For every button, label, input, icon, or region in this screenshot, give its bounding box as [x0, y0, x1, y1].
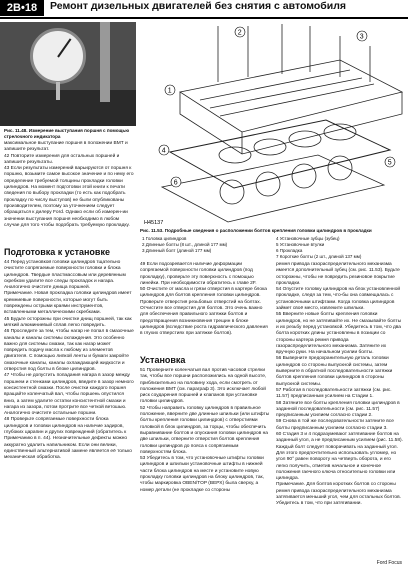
legend-left: 1 Головка цилиндров 2 Длинные болты (8 шт., длиной 177 мм) 3 Длинный болт (длиной 177 мм)	[142, 236, 228, 253]
col2-top-text: 49 Если подозревается наличие деформации сопрягаемой поверхности головки цилиндров (под прокладку), проверьте эту поверхность с помощью линейки. При необходимости обратитесь к главе 2F. 50 Очистите от масла и грязи отверстия в картере блока цилиндров для болтов крепления головки цилиндров. Проверьте отверстия резьбовых отверстий на болтах. Отчистите все отверстия для болтов. Это очень важно для обеспечения правильного затяжки болтов и предотвращения возникновения трещин в блоке цилиндров (вследствие роста гидравлического давления в глухих отверстиях при затяжке болтов).	[140, 262, 268, 337]
callout-2: 2	[237, 29, 242, 37]
header-rule	[0, 17, 408, 19]
col1-body-text: 44 Перед установкой головки цилиндров тщательно очистите сопрягаемые поверхности головки и блока цилиндров. Твердые пластмассовым или деревянным скребком удалите все следы прокладок и нагара. Аналогично очистите днища поршней. Примечание. Новая прокладка головки цилиндров имеет кремниевые поверхности, которые могут быть повреждены острыми краями инструментов, вставленными металлическими скребками. 45 Будьте осторожны при очистке днищ поршней, так как мягкий алюминиевый сплав легко повредить. 46 Проследите за тем, чтобы нагар не попал в смазочные каналы и каналы системы охлаждения. Это особенно важно для системы смазки, так как нагар может повредить подачу масла к любому из элементов двигателя. С помощью липкой ленты и бумаги закройте смазочные каналы, каналы охлаждающей жидкости и отверстия под болты в блоке цилиндров. 47 Чтобы не допустить попадания нагара в зазор между поршнем и стенками цилиндров, введите в зазор немного консистентной смазки. После очистки каждого поршня вращайте коленчатый вал, чтобы поршень опустился вниз, а затем удалите остатки консистентной смазки и нагара из зазора, потом протрите все четкой ветошью. Аналогично очистите остальные поршни. 48 Проверьте сопрягаемые поверхности блока цилиндров и головки цилиндров на наличие задиров, глубоких царапин и других повреждений (обратитесь к Примечанию в п. 44). Незначительные дефекты можно аккуратно удалить напильником. Если они велики, единственный альтернативой замене является её только механическая обработка.	[4, 260, 134, 461]
col3-text: ремня привода газораспределительного механизма имеется дополнительный зубец (см. рис. 11.53). Будьте осторожны, чтобы не повредить резиновое покрытие прокладки. 54 Опустите головку цилиндров на блок установленной прокладке, следя за тем, что-бы она совмещалась с установочными штифтами. Когда головка цилиндров займет своё место, извлеките шпильки. 55 Вверните новые болты крепления головки цилиндров, но не затягивайте их. Не смазывайте болты и их резьбу перед установкой. Убедитесь в том, что два болта коротких длины установлены в позиции со стороны картера ремня привода газораспределительного механизма. Затяните их вручную руки. На начальном усилии болты. 56 Выверните предохранительную деталь головки цилиндров со стороны выпускной системы, затем выверните в обратной последовательности затяжки болтов крепления головки цилиндров в стороны выпускной системы. 57 Работая в последовательности затяжки (см. рис. 11.57) предписанным усилием на Стадии 1. 58 Затяните все болты крепления головки цилиндров в заданной последовательности (см. рис. 11.57) предписанным усилием согласно стадии 2. 59 Снова в той же последовательности затяните все болты предписанным усилием согласно стадии 3. 60 Стадия 3 и 4 подразумевают затягивание болтов на заданный угол, а не предписанным усилием (рис. 11.58). Каждый болт следует поворачивать на заданный угол. Для этого предпочтительно использовать угломер, но угол 90° равен повороту на четверть оборота, и его легко получить, отметив начальное и конечное положения гаечного ключа относительно головки или цилиндра. Примечание. Для болтов коротких болтов со стороны ремня привода газораспределительного механизма затягивается меньший угол, чем для остальных болтов. Убедитесь в том, что при затягивании.	[276, 262, 403, 507]
page-number: 2B•18	[0, 0, 44, 16]
footer-model: Ford Focus	[376, 560, 402, 566]
col1-top-text: максимальное выступание поршня в положении ВМТ и запишите результат. 42 Повторите измерения для остальных поршней и запишите результаты. 43 Если результаты измерений варьируются от поршня к поршню, возьмите самое высокое значение и по нему его определение требуемой толщины прокладки головки цилиндров. На момент подготовки этой книги к печати сведения по выбору прокладки (то есть как подобрать прокладку по числу выступов) не были опубликованы производителем, поэтому за уточнением следует обращаться к дилеру Ford. Однако если об измерен-ии значении выступания поршня необходимо в любом случае для того чтобы подобрать требуемую прокладку.	[4, 141, 134, 228]
cylinder-head-drawing	[140, 22, 408, 262]
dial-indicator-icon	[30, 28, 86, 84]
callout-5: 5	[387, 159, 392, 167]
subheading-installation: Установка	[140, 355, 186, 365]
callout-1: 1	[167, 87, 172, 95]
head-gasket-diagram	[140, 22, 408, 227]
callout-4: 4	[161, 147, 166, 155]
figure-code: H45137	[144, 220, 164, 226]
subheading-preparation: Подготовка к установке	[4, 247, 110, 257]
page-header	[0, 0, 408, 16]
col2-body-text: 51 Проверните коленчатый вал против часовой стрелки так, чтобы все поршни расположились на одной высоте, приблизительно на половину хода, если смотреть от положения ВМТ (см. параграф 3). Это исключает любой риск соударения поршней и клапанов при установке головки цилиндров. 52 Чтобы направить головку цилиндров в правильное положение, вверните две длинные шпильки (или штифты болты крепления головки цилиндров) с отверстиями головкой в блок цилиндров, за торцы, чтобы обеспечить выравнивание болтов и опускания головки цилиндров на две шпильки, отверните отверстия болтов крепления головки цилиндров до пояса к сопрягаемым поверхностям блока. 53 Убедитесь в том, что установочные штифты головки цилиндров и шпильки установочные штифты в нижней части блока цилиндров на месте и установите новую прокладку головки цилиндров на блоку цилиндров, так, чтобы маркировка OBEN/TOP (ВЕРХ) была сверху, а номер детали (не прокладке со стороны	[140, 368, 270, 493]
dial-gauge-photo	[0, 22, 136, 126]
callout-3: 3	[359, 33, 364, 41]
figure-caption-11-53: Рис. 11.53. Подробные сведения о расположении болтов крепления головки цилиндров в прокладки	[140, 228, 372, 233]
callout-6: 6	[173, 179, 178, 187]
legend-right: 4 Установочные зубцы (зубец) 5 Установочные втулки 6 Прокладка 7 Короткие болты (2 шт., длиной 137 мм)	[276, 236, 362, 259]
chapter-title: Ремонт дизельных двигателей без снятия с автомобиля	[50, 0, 347, 12]
figure-caption-11-48: Рис. 11.48. Измерение выступания поршня с помощью стрелочного индикатора	[4, 128, 130, 139]
